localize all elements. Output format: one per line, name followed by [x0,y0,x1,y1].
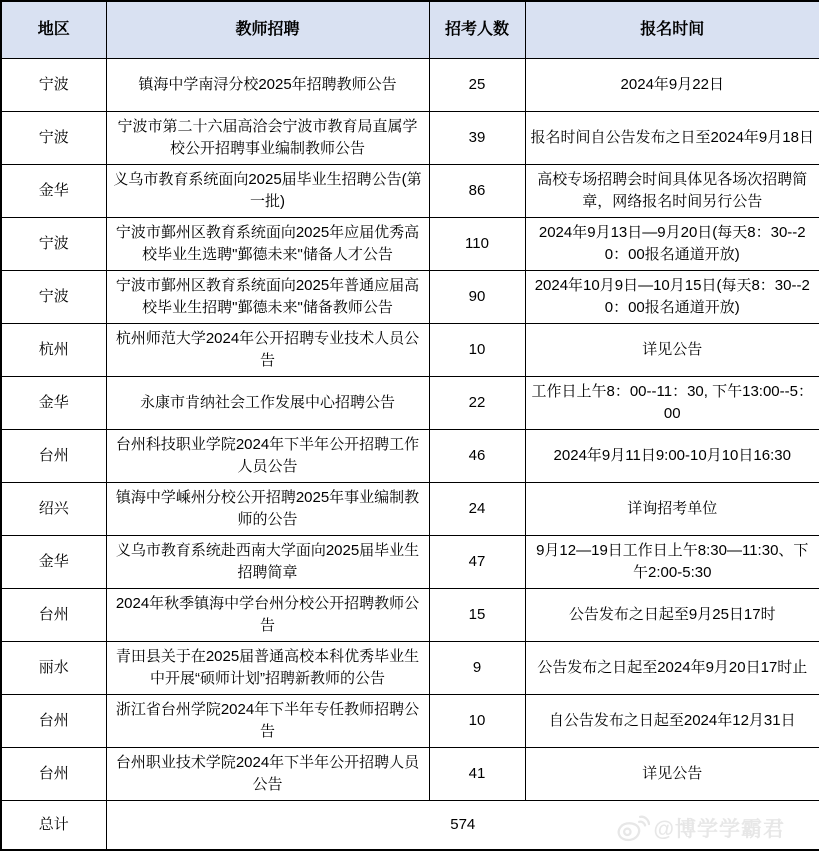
count-cell: 47 [429,535,525,588]
table-row [1,482,819,535]
time-cell: 公告发布之日起至2024年9月20日17时止 [525,641,819,694]
title-cell: 义乌市教育系统面向2025届毕业生招聘公告(第一批) [106,164,429,217]
table-row [1,376,819,429]
region-cell: 台州 [1,694,106,747]
time-cell: 2024年9月11日9:00-10月10日16:30 [525,429,819,482]
table-row [1,58,819,111]
table-row [1,747,819,800]
title-cell: 浙江省台州学院2024年下半年专任教师招聘公告 [106,694,429,747]
time-cell: 详见公告 [525,747,819,800]
count-cell: 90 [429,270,525,323]
total-row [1,800,819,850]
count-cell: 10 [429,323,525,376]
table-body [1,58,819,800]
total-label: 总计 [1,800,106,850]
title-cell: 台州科技职业学院2024年下半年公开招聘工作人员公告 [106,429,429,482]
title-cell: 镇海中学嵊州分校公开招聘2025年事业编制教师的公告 [106,482,429,535]
table-row [1,429,819,482]
count-cell: 24 [429,482,525,535]
count-cell: 9 [429,641,525,694]
table-row [1,111,819,164]
table-row [1,641,819,694]
region-cell: 金华 [1,535,106,588]
title-cell: 宁波市鄞州区教育系统面向2025年应届优秀高校毕业生选聘"鄞德未来"储备人才公告 [106,217,429,270]
header-row [1,1,819,58]
time-cell: 2024年9月13日—9月20日(每天8：30--20：00报名通道开放) [525,217,819,270]
time-cell: 工作日上午8：00--11：30, 下午13:00--5：00 [525,376,819,429]
title-cell: 镇海中学南浔分校2025年招聘教师公告 [106,58,429,111]
title-cell: 青田县关于在2025届普通高校本科优秀毕业生中开展“硕师计划”招聘新教师的公告 [106,641,429,694]
region-cell: 金华 [1,376,106,429]
region-cell: 宁波 [1,58,106,111]
header-count: 招考人数 [429,1,525,58]
header-region: 地区 [1,1,106,58]
table-row [1,217,819,270]
table-row [1,323,819,376]
table-row [1,588,819,641]
time-cell: 高校专场招聘会时间具体见各场次招聘简章，网络报名时间另行公告 [525,164,819,217]
region-cell: 绍兴 [1,482,106,535]
total-value: 574 [106,800,819,850]
time-cell: 自公告发布之日起至2024年12月31日 [525,694,819,747]
count-cell: 10 [429,694,525,747]
time-cell: 2024年10月9日—10月15日(每天8：30--20：00报名通道开放) [525,270,819,323]
time-cell: 2024年9月22日 [525,58,819,111]
header-title: 教师招聘 [106,1,429,58]
count-cell: 46 [429,429,525,482]
count-cell: 39 [429,111,525,164]
title-cell: 2024年秋季镇海中学台州分校公开招聘教师公告 [106,588,429,641]
count-cell: 25 [429,58,525,111]
region-cell: 宁波 [1,270,106,323]
time-cell: 公告发布之日起至9月25日17时 [525,588,819,641]
region-cell: 丽水 [1,641,106,694]
table-header [1,1,819,58]
time-cell: 报名时间自公告发布之日至2024年9月18日 [525,111,819,164]
region-cell: 台州 [1,429,106,482]
title-cell: 义乌市教育系统赴西南大学面向2025届毕业生招聘简章 [106,535,429,588]
region-cell: 台州 [1,747,106,800]
region-cell: 宁波 [1,111,106,164]
table-row [1,164,819,217]
time-cell: 详询招考单位 [525,482,819,535]
count-cell: 22 [429,376,525,429]
region-cell: 金华 [1,164,106,217]
table-footer [1,800,819,850]
time-cell: 9月12—19日工作日上午8:30—11:30、下午2:00-5:30 [525,535,819,588]
count-cell: 86 [429,164,525,217]
title-cell: 台州职业技术学院2024年下半年公开招聘人员公告 [106,747,429,800]
title-cell: 杭州师范大学2024年公开招聘专业技术人员公告 [106,323,429,376]
count-cell: 41 [429,747,525,800]
region-cell: 台州 [1,588,106,641]
header-time: 报名时间 [525,1,819,58]
time-cell: 详见公告 [525,323,819,376]
count-cell: 15 [429,588,525,641]
table-row [1,694,819,747]
watermark-text: @博学学霸君 [653,818,785,841]
count-cell: 110 [429,217,525,270]
region-cell: 杭州 [1,323,106,376]
table-row [1,270,819,323]
title-cell: 宁波市鄞州区教育系统面向2025年普通应届高校毕业生招聘"鄞德未来"储备教师公告 [106,270,429,323]
title-cell: 永康市肯纳社会工作发展中心招聘公告 [106,376,429,429]
region-cell: 宁波 [1,217,106,270]
table-row [1,535,819,588]
title-cell: 宁波市第二十六届高洽会宁波市教育局直属学校公开招聘事业编制教师公告 [106,111,429,164]
